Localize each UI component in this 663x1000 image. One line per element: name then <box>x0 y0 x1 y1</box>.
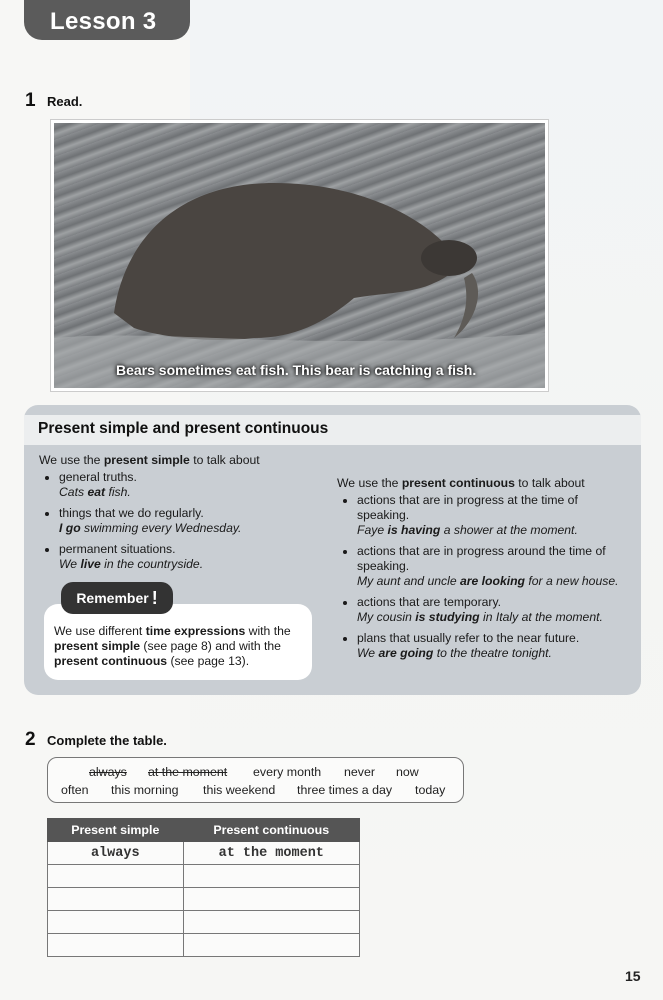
table-row <box>48 911 360 934</box>
word-chip: always <box>89 765 127 779</box>
table-cell[interactable] <box>183 911 359 934</box>
photo-caption: Bears sometimes eat fish. This bear is catching a fish. <box>116 362 477 378</box>
table-cell[interactable] <box>183 865 359 888</box>
table-cell[interactable] <box>48 865 184 888</box>
continuous-item: • actions that are temporary. My cousin is studying in Italy at the moment. <box>357 595 627 625</box>
table-cell[interactable] <box>48 911 184 934</box>
column-header: Present simple <box>48 819 184 842</box>
table-cell[interactable]: at the moment <box>183 842 359 865</box>
lesson-title: Lesson 3 <box>50 8 157 35</box>
remember-text: We use different time expressions with the present simple (see page 8) and with the present continuous (see page 13). <box>54 624 291 668</box>
lesson-tab <box>24 0 190 40</box>
present-simple-column <box>39 453 309 578</box>
grammar-heading: Present simple and present continuous <box>38 420 329 437</box>
word-bank <box>47 757 464 803</box>
word-chip: every month <box>253 765 322 779</box>
table-row <box>48 934 360 957</box>
table-cell[interactable] <box>183 934 359 957</box>
table-row <box>48 865 360 888</box>
continuous-item: • plans that usually refer to the near future. We are going to the theatre tonight. <box>357 631 627 661</box>
bear-illustration <box>54 123 545 388</box>
page-number: 15 <box>625 968 641 984</box>
remember-box <box>44 604 312 680</box>
exercise-1-number: 1 <box>25 90 36 111</box>
word-chip: now <box>396 765 419 779</box>
word-chip: this weekend <box>203 783 276 797</box>
table-cell[interactable]: always <box>48 842 184 865</box>
table-cell[interactable] <box>48 934 184 957</box>
bear-body-shape <box>114 183 456 340</box>
answer-table <box>47 818 360 957</box>
table-row <box>48 842 360 865</box>
simple-item: • permanent situations. We live in the countryside. <box>59 542 309 572</box>
grammar-heading-bar <box>24 415 641 445</box>
table-header-row <box>48 819 360 842</box>
exclamation-icon: ! <box>151 587 158 608</box>
word-chip: often <box>61 783 89 797</box>
exercise-1-instruction: Read. <box>47 94 83 109</box>
present-continuous-column <box>337 476 627 667</box>
fish-shape <box>454 273 478 338</box>
continuous-intro: We use the present continuous to talk about <box>337 476 585 490</box>
word-chip: this morning <box>111 783 179 797</box>
word-chip: today <box>415 783 446 797</box>
bear-photo <box>51 120 548 391</box>
table-cell[interactable] <box>183 888 359 911</box>
word-chip: never <box>344 765 375 779</box>
continuous-item: • actions that are in progress around the time of speaking. My aunt and uncle are looking for a new house. <box>357 544 627 589</box>
simple-item: • things that we do regularly. I go swimming every Wednesday. <box>59 506 309 536</box>
remember-label: Remember ! <box>61 582 173 614</box>
simple-item: • general truths. Cats eat fish. <box>59 470 309 500</box>
column-header: Present continuous <box>183 819 359 842</box>
word-chip: at the moment <box>148 765 228 779</box>
word-chip: three times a day <box>297 783 393 797</box>
simple-intro: We use the present simple to talk about <box>39 453 260 467</box>
bear-head-shape <box>421 240 477 276</box>
table-row <box>48 888 360 911</box>
exercise-2-number: 2 <box>25 729 36 750</box>
exercise-2-instruction: Complete the table. <box>47 733 167 748</box>
table-cell[interactable] <box>48 888 184 911</box>
continuous-item: • actions that are in progress at the time of speaking. Faye is having a shower at the moment. <box>357 493 627 538</box>
